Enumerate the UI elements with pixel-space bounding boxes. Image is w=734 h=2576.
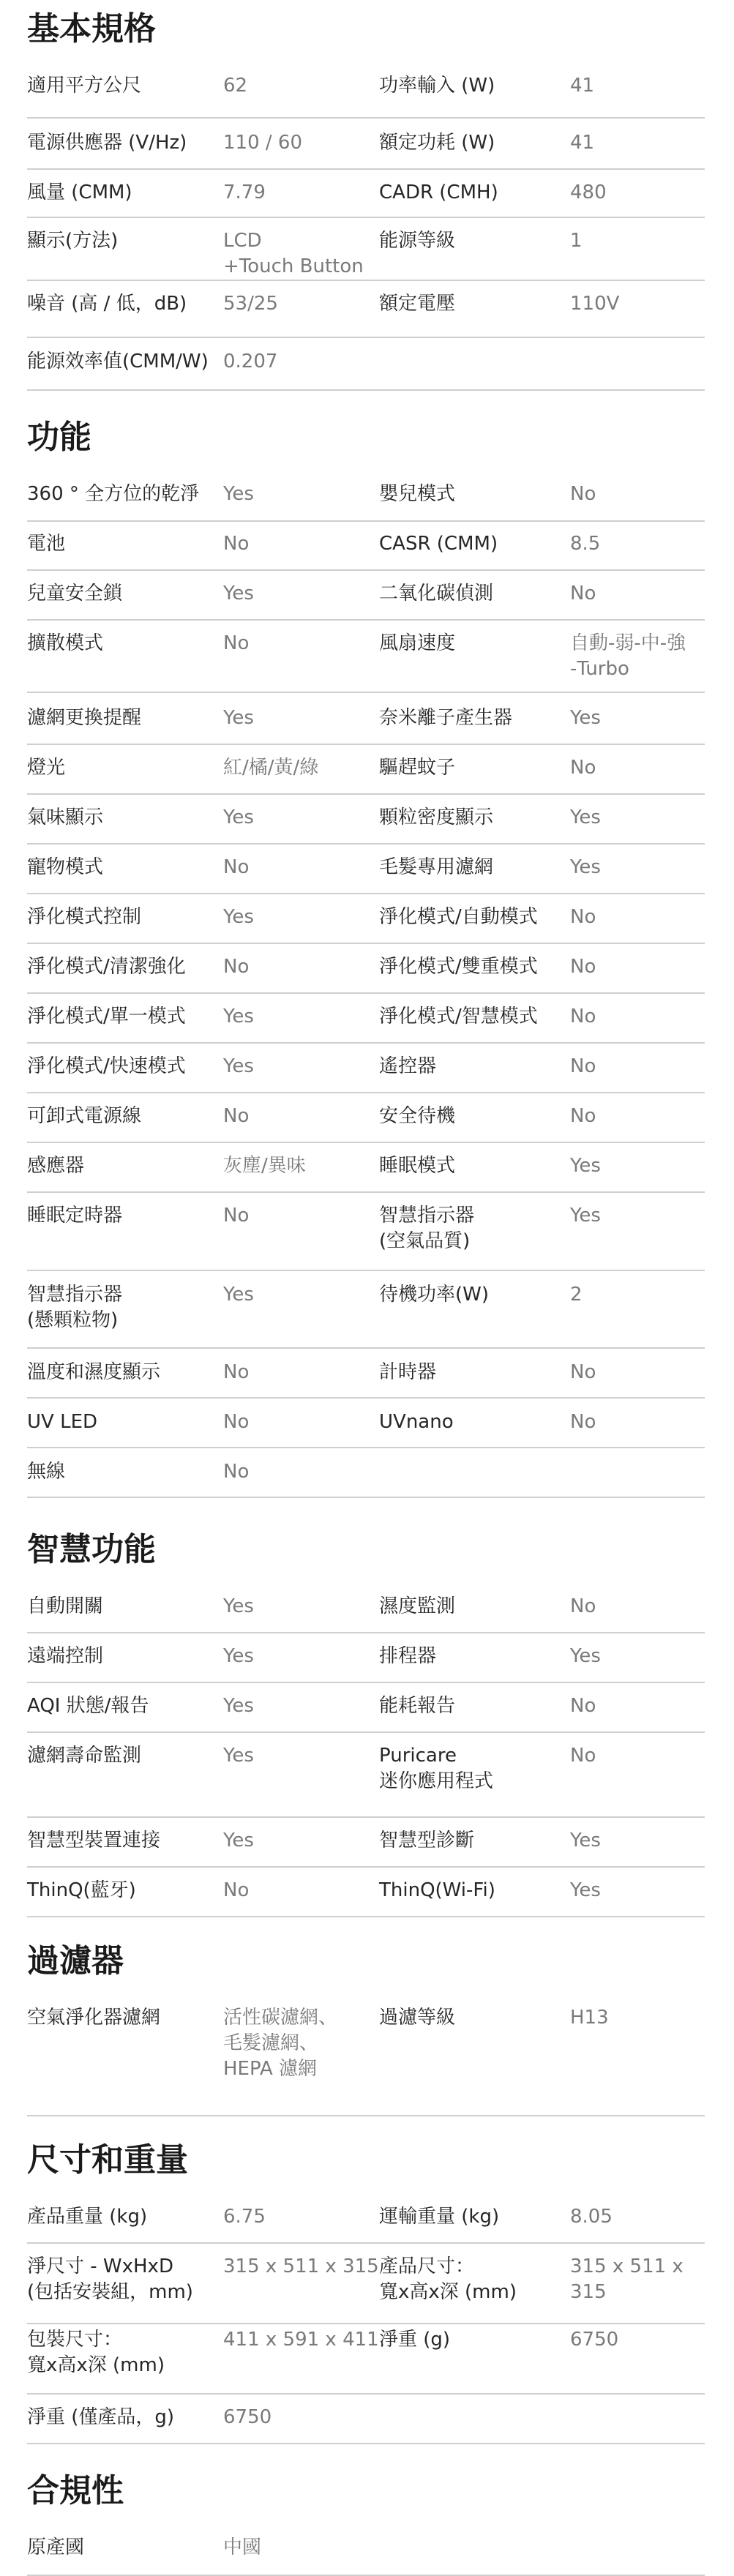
spec-row [27,1203,705,1271]
spec-label: 空氣淨化器濾網 [27,2007,161,2029]
spec-row [27,130,705,170]
spec-label: 淨尺寸 - WxHxD (包括安裝組，mm) [27,2255,193,2303]
spec-value: No [570,1695,596,1717]
spec-value: Yes [570,1645,601,1667]
spec-value: No [570,956,596,978]
spec-label: 自動開關 [27,1595,104,1617]
spec-value: 8.5 [570,533,601,555]
spec-row [27,2327,705,2395]
spec-label: 淨化模式/自動模式 [379,906,538,928]
spec-value: No [570,1055,596,1077]
spec-label: 淨化模式/雙重模式 [379,956,538,978]
spec-label: ThinQ(Wi-Fi) [379,1879,495,1901]
spec-row [27,1743,705,1818]
spec-value: No [570,1006,596,1027]
spec-label: 噪音 (高 / 低，dB) [27,293,187,315]
spec-row [27,581,705,621]
spec-row [27,1693,705,1733]
spec-row [27,1878,705,1917]
spec-label: 濾網更換提醒 [27,707,142,729]
spec-value: No [570,1361,596,1383]
spec-row [27,631,705,693]
spec-value: No [223,632,250,654]
spec-label: 原產國 [27,2536,85,2558]
spec-value: 1 [570,230,583,252]
spec-label: 顆粒密度顯示 [379,806,494,828]
spec-label: 產品尺寸： 寬x高x深 (mm) [379,2255,517,2303]
spec-value: No [223,1205,250,1227]
spec-label: CADR (CMH) [379,181,498,203]
spec-value: 活性碳濾網、 毛髮濾網、 HEPA 濾網 [223,2007,338,2080]
spec-value: 6750 [223,2406,272,2428]
spec-label: 睡眠定時器 [27,1205,123,1227]
spec-label: 能耗報告 [379,1695,456,1717]
spec-label: 感應器 [27,1155,85,1177]
spec-value: No [570,483,596,505]
spec-value: Yes [570,1205,601,1227]
spec-label: 風扇速度 [379,632,456,654]
spec-value: 8.05 [570,2206,613,2228]
spec-label: 濾網壽命監測 [27,1745,142,1767]
spec-label: 燈光 [27,757,66,779]
spec-value: 41 [570,132,595,154]
spec-value: No [570,1595,596,1617]
section-title: 合規性 [27,2472,124,2509]
spec-value: Yes [570,707,601,729]
spec-value: No [570,1411,596,1433]
spec-label: 淨重 (僅產品，g) [27,2406,175,2428]
spec-value: No [223,956,250,978]
spec-row [27,1828,705,1868]
spec-label: 遙控器 [379,1055,437,1077]
spec-value: No [570,583,596,604]
spec-value: Yes [223,1645,254,1667]
spec-value: 0.207 [223,351,278,372]
spec-label: 兒童安全鎖 [27,583,123,604]
spec-value: Yes [223,1006,254,1027]
spec-label: 毛髮專用濾網 [379,856,494,878]
spec-value: No [223,1411,250,1433]
spec-row [27,954,705,994]
spec-label: 淨化模式/智慧模式 [379,1006,538,1027]
spec-value: No [223,1105,250,1127]
spec-value: 紅/橘/黃/綠 [223,757,319,779]
spec-row [27,180,705,218]
spec-label: 包裝尺寸： 寬x高x深 (mm) [27,2329,165,2376]
spec-row [27,482,705,522]
spec-row [27,1153,705,1193]
spec-label: AQI 狀態/報告 [27,1695,149,1717]
spec-label: 能源等級 [379,230,456,252]
spec-value: Yes [223,707,254,729]
spec-value: No [570,1745,596,1767]
spec-value: 315 x 511 x 315 [570,2255,684,2303]
spec-label: UVnano [379,1411,454,1433]
spec-label: 嬰兒模式 [379,483,456,505]
spec-label: 遠端控制 [27,1645,104,1667]
spec-row [27,1104,705,1143]
spec-label: 淨化模式/單一模式 [27,1006,186,1027]
spec-value: 315 x 511 x 315 [223,2255,379,2277]
spec-row [27,1360,705,1399]
spec-row [27,291,705,338]
spec-label: 計時器 [379,1361,437,1383]
spec-row [27,349,705,391]
spec-label: 擴散模式 [27,632,104,654]
spec-row [27,1054,705,1093]
spec-label: 功率輸入 (W) [379,75,495,97]
spec-label: 可卸式電源線 [27,1105,142,1127]
spec-value: Yes [570,1155,601,1177]
spec-value: Yes [223,1284,254,1306]
spec-value: Yes [570,1879,601,1901]
spec-row [27,2005,705,2116]
spec-label: 智慧指示器 (空氣品質) [379,1205,475,1252]
spec-label: 智慧指示器 (懸顆粒物) [27,1284,123,1331]
spec-row [27,2405,705,2444]
spec-value: No [570,1105,596,1127]
spec-label: 濕度監測 [379,1595,456,1617]
spec-row [27,755,705,795]
spec-row [27,1282,705,1349]
spec-value: 62 [223,75,248,97]
spec-value: Yes [223,1595,254,1617]
spec-row [27,2204,705,2244]
spec-label: 待機功率(W) [379,1284,489,1306]
spec-value: No [223,533,250,555]
spec-row [27,905,705,944]
spec-row [27,2254,705,2324]
section-title: 基本規格 [27,10,156,48]
spec-value: Yes [223,483,254,505]
spec-label: 溫度和濕度顯示 [27,1361,161,1383]
spec-value: 41 [570,75,595,97]
spec-label: 顯示(方法) [27,230,119,252]
spec-label: 運輸重量 (kg) [379,2206,500,2228]
spec-label: 產品重量 (kg) [27,2206,148,2228]
spec-value: No [223,1879,250,1901]
spec-value: Yes [570,856,601,878]
spec-label: 睡眠模式 [379,1155,456,1177]
spec-row [27,705,705,745]
spec-label: 能源效率值(CMM/W) [27,351,209,372]
spec-value: 6.75 [223,2206,266,2228]
section-title: 過濾器 [27,1942,124,1980]
spec-label: 氣味顯示 [27,806,104,828]
spec-label: 風量 (CMM) [27,181,132,203]
spec-row [27,73,705,119]
spec-label: 額定功耗 (W) [379,132,495,154]
spec-label: 360 ° 全方位的乾淨 [27,483,200,505]
spec-label: 適用平方公尺 [27,75,142,97]
spec-label: 過濾等級 [379,2007,456,2029]
spec-value: No [223,1361,250,1383]
spec-label: 排程器 [379,1645,437,1667]
spec-row [27,855,705,894]
spec-value: Yes [223,1695,254,1717]
spec-label: 安全待機 [379,1105,456,1127]
spec-row [27,228,705,281]
spec-label: CASR (CMM) [379,533,498,555]
spec-label: 電池 [27,533,66,555]
spec-label: 淨化模式控制 [27,906,142,928]
spec-value: 灰塵/異味 [223,1155,306,1177]
spec-label: Puricare 迷你應用程式 [379,1745,494,1792]
spec-row [27,531,705,571]
spec-value: 411 x 591 x 411 [223,2329,379,2351]
spec-row [27,1459,705,1498]
spec-value: No [223,856,250,878]
spec-label: UV LED [27,1411,98,1433]
spec-label: 智慧型裝置連接 [27,1830,161,1852]
spec-label: 二氧化碳偵測 [379,583,494,604]
section-title: 智慧功能 [27,1531,156,1568]
spec-label: 智慧型診斷 [379,1830,475,1852]
spec-label: 淨化模式/清潔強化 [27,956,186,978]
spec-row [27,2535,705,2576]
spec-value: No [570,906,596,928]
spec-label: 額定電壓 [379,293,456,315]
spec-value: 480 [570,181,607,203]
spec-row [27,1409,705,1448]
spec-value: 2 [570,1284,583,1306]
spec-value: H13 [570,2007,609,2029]
spec-value: 110 / 60 [223,132,302,154]
section-title: 尺寸和重量 [27,2141,188,2179]
spec-value: Yes [223,906,254,928]
spec-label: 無線 [27,1461,66,1483]
spec-value: 7.79 [223,181,266,203]
section-title: 功能 [27,419,91,456]
spec-row [27,1644,705,1683]
spec-value: 53/25 [223,293,278,315]
spec-value: 自動-弱-中-強 -Turbo [570,632,686,680]
spec-row [27,805,705,845]
spec-label: 奈米離子產生器 [379,707,513,729]
spec-row [27,1004,705,1044]
spec-label: ThinQ(藍牙) [27,1879,136,1901]
spec-label: 驅趕蚊子 [379,757,456,779]
spec-value: 6750 [570,2329,619,2351]
spec-label: 淨化模式/快速模式 [27,1055,186,1077]
spec-row [27,1594,705,1633]
spec-label: 寵物模式 [27,856,104,878]
spec-label: 電源供應器 (V/Hz) [27,132,187,154]
spec-value: Yes [570,1830,601,1852]
spec-value: Yes [223,583,254,604]
spec-value: LCD +Touch Button [223,230,364,277]
spec-value: Yes [223,1055,254,1077]
spec-value: No [570,757,596,779]
spec-value: 中國 [223,2536,262,2558]
spec-value: Yes [223,806,254,828]
spec-value: Yes [570,806,601,828]
spec-value: No [223,1461,250,1483]
spec-value: Yes [223,1830,254,1852]
spec-label: 淨重 (g) [379,2329,451,2351]
spec-value: 110V [570,293,620,315]
spec-value: Yes [223,1745,254,1767]
